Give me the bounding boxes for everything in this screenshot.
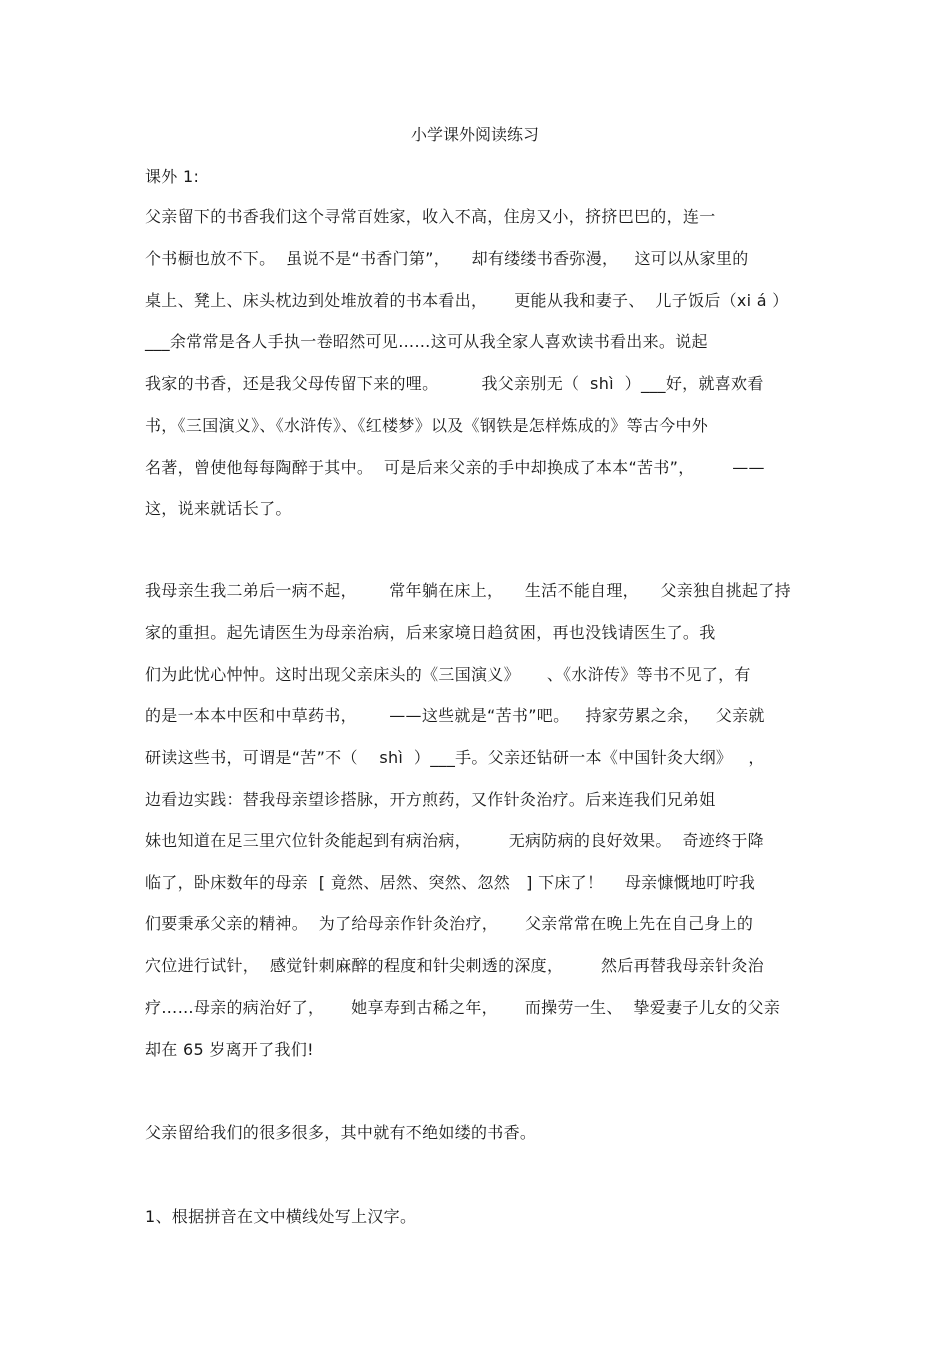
paragraph1-line: 个书橱也放不下。 虽说不是“书香门第”， 却有缕缕书香弥漫， 这可以从家里的 <box>145 249 749 268</box>
paragraph2-line: 我母亲生我二弟后一病不起， 常年躺在床上， 生活不能自理， 父亲独自挑起了持 <box>145 581 791 600</box>
paragraph1-line: 父亲留下的书香我们这个寻常百姓家，收入不高，住房又小，挤挤巴巴的，连一 <box>145 207 716 226</box>
paragraph2-line: 妹也知道在足三里穴位针灸能起到有病治病， 无病防病的良好效果。 奇迹终于降 <box>145 831 764 850</box>
section-label: 课外 1: <box>145 167 200 186</box>
document-title: 小学课外阅读练习 <box>410 125 539 144</box>
paragraph2-line: 们为此忧心忡忡。这时出现父亲床头的《三国演义》 、《水浒传》等书不见了，有 <box>145 665 751 684</box>
paragraph2-line: 研读这些书，可谓是“苦”不（ shì ）___手。父亲还钻研一本《中国针灸大纲》 ， <box>145 748 765 767</box>
paragraph1-line: 我家的书香，还是我父母传留下来的哩。 我父亲别无（ shì ）___好，就喜欢看 <box>145 374 764 393</box>
paragraph2-line: 的是一本本中医和中草药书， ——这些就是“苦书”吧。 持家劳累之余， 父亲就 <box>145 706 765 725</box>
paragraph2-line: 们要秉承父亲的精神。 为了给母亲作针灸治疗， 父亲常常在晚上先在自己身上的 <box>145 914 754 933</box>
paragraph1-line: 这，说来就话长了。 <box>145 499 292 518</box>
paragraph2-line: 穴位进行试针， 感觉针刺麻醉的程度和针尖刺透的深度， 然后再替我母亲针灸治 <box>145 956 764 975</box>
paragraph2-line: 边看边实践：替我母亲望诊搭脉，开方煎药，又作针灸治疗。后来连我们兄弟姐 <box>145 790 716 809</box>
paragraph3-line: 父亲留给我们的很多很多，其中就有不绝如缕的书香。 <box>145 1123 537 1142</box>
paragraph2-line: 家的重担。起先请医生为母亲治病，后来家境日趋贫困，再也没钱请医生了。我 <box>145 623 716 642</box>
paragraph1-line: 书，《三国演义》、《水浒传》、《红楼梦》以及《钢铁是怎样炼成的》等古今中外 <box>145 416 709 435</box>
paragraph2-line: 临了，卧床数年的母亲 [ 竟然、居然、突然、忽然 ] 下床了！ 母亲慷慨地叮咛我 <box>145 873 756 892</box>
paragraph1-line: 桌上、凳上、床头枕边到处堆放着的书本看出， 更能从我和妻子、 儿子饭后（xi á ） <box>145 291 789 310</box>
paragraph2-line: 却在 65 岁离开了我们! <box>145 1040 314 1059</box>
paragraph1-line: ___余常常是各人手执一卷昭然可见……这可从我全家人喜欢读书看出来。说起 <box>145 332 708 351</box>
paragraph1-line: 名著，曾使他每每陶醉于其中。 可是后来父亲的手中却换成了本本“苦书”， —— <box>145 458 765 477</box>
paragraph2-line: 疗……母亲的病治好了， 她享寿到古稀之年， 而操劳一生、 挚爱妻子儿女的父亲 <box>145 998 781 1017</box>
question-1: 1、根据拼音在文中横线处写上汉字。 <box>145 1207 417 1226</box>
